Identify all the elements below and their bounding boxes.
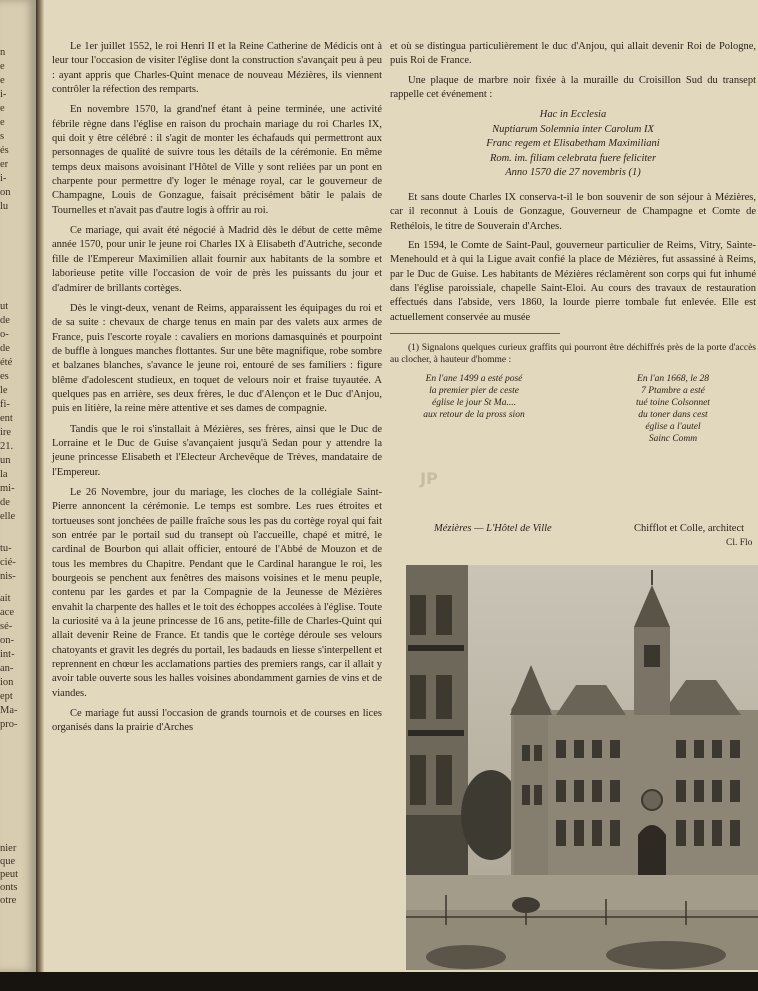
previous-page-fragment: ace — [0, 607, 14, 618]
paragraph-charles-ix: Et sans doute Charles IX conserva-t-il le bon souvenir de son séjour à Mézières, car il reconnut à Louis de Gonzague, Gouverneur de Champagne et Comte de Rethélois, le titre de Souverain d'Arches. — [390, 191, 756, 232]
graffiti-line: église le jour St Ma.... — [432, 397, 516, 408]
graffiti-line: En l'an 1668, le 28 — [637, 373, 709, 384]
previous-page-fragment: pro- — [0, 719, 18, 730]
previous-page-fragment: és — [0, 145, 9, 156]
previous-page-fragment: Ma- — [0, 705, 18, 716]
inscription-line: Anno 1570 die 27 novembris (1) — [505, 167, 641, 179]
previous-page-fragment: le — [0, 385, 8, 396]
latin-inscription — [390, 108, 756, 181]
previous-page-fragment: an- — [0, 663, 14, 674]
previous-page-fragment: lu — [0, 201, 9, 212]
paragraph-26-novembre: Le 26 Novembre, jour du mariage, les cloches de la collégiale Saint-Pierre annoncent la cérémonie. Le temps est sombre. Les rues étroites et tortueuses sont jonchées de paille fraîche sous les pas du cortège royal qui fait son entrée par le portail sud du transept où l'accueille, chapé et mitré, le cardinal de Bourbon qui allait officier, entouré de l'Abbé de Mouzon et de tous les membres du Chapitre. Pendant que le Cardinal harangue le roi, les bourgeois se penchent aux fenêtres des maisons voisines et le menu peuple, contenu par les gardes et par la Compagnie de la Jeunesse de Mézières envahit la charpente des halles et le toit des échoppes accolées à l'église. Toute la curiosité va à la jeune princesse de 16 ans, petite-fille de Charles-Quint qui allait devenir Reine de France. Et tandis que le cortège déroule ses velours chatoyants et gravit les degrés du portail, les badauds en liesse s'interpellent et reprennent en chœur les acclamations parties des premiers rangs, car il allait y avoir table ouverte sous les halles voisines abondamment garnies de vins et de viandes. — [52, 486, 382, 699]
previous-page-fragment: ire — [0, 427, 12, 438]
previous-page-fragment: s — [0, 131, 5, 142]
book-gutter — [36, 0, 44, 975]
previous-page-fragment: de — [0, 343, 10, 354]
graffiti-1668 — [608, 373, 738, 445]
caption-title: Mézières — L'Hôtel de Ville — [434, 523, 552, 534]
previous-page-fragment: peut — [0, 869, 19, 880]
previous-page-fragment: er — [0, 159, 9, 170]
previous-page-fragment: i- — [0, 89, 7, 100]
paragraph-freres: Tandis que le roi s'installait à Mézières, ses frères, ainsi que le Duc de Lorraine et le Duc de Guise s'avançaient jusqu'à Sedan pour y attendre la jeune princesse Elisabeth et l'Electeur Archevêque de Trèves, mandataire de l'Empereur. — [52, 423, 382, 478]
paragraph-1594: En 1594, le Comte de Saint-Paul, gouverneur particulier de Reims, Vitry, Sainte-Menehould et à qui la Ligue avait confié la place de Mézières, fut assassiné à Reims, par le Duc de Guise. Les habitants de Mézières réclamèrent son corps qui fut inhumé dans l'église paroissiale, chapelle Saint-Eloi. Au cours des travaux de restauration effectués dans l'abside, vers 1860, la lourde pierre tombale fut enlevée. Elle est actuellement conservée au musée — [390, 239, 756, 323]
hotel-de-ville-photo — [406, 565, 758, 970]
previous-page-fragment: de — [0, 315, 10, 326]
bottom-shadow — [0, 972, 758, 991]
previous-page-fragment: ept — [0, 691, 13, 702]
graffiti-line: tué toine Colsonnet — [636, 397, 710, 408]
previous-page-fragment: es — [0, 371, 9, 382]
previous-page-fragment: 21. — [0, 441, 14, 452]
previous-page-fragment: o- — [0, 329, 9, 340]
previous-page-fragment: ion — [0, 677, 14, 688]
previous-page-fragment: mi- — [0, 483, 15, 494]
previous-page-fragment: que — [0, 856, 16, 867]
previous-page-fragment: otre — [0, 895, 17, 906]
previous-page-fragment: la — [0, 469, 8, 480]
graffiti-line: Sainc Comm — [648, 433, 698, 444]
previous-page-fragment: nier — [0, 843, 17, 854]
graffiti-line: église a l'autel — [645, 421, 701, 432]
paragraph-mariage: Ce mariage, qui avait été négocié à Madrid dès le début de cette même année 1570, pour unir le jeune roi Charles IX à Elisabeth d'Autriche, seconde fille de l'Empereur Maximilien allait fournir aux habitants de la sombre et laborieuse petite ville l'occasion de voir de près les puissants du jour et d'admirer de brillants cortèges. — [52, 225, 382, 294]
caption-architects: Chifflot et Colle, architect — [634, 523, 745, 534]
graffiti-transcriptions — [390, 373, 756, 445]
previous-page-fragment: cié- — [0, 557, 16, 568]
previous-page-fragment: onts — [0, 882, 18, 893]
inscription-line: Hac in Ecclesia — [539, 109, 607, 121]
graffiti-line: aux retour de la pross sion — [423, 409, 525, 420]
paragraph-anjou: et où se distingua particulièrement le duc d'Anjou, qui allait devenir Roi de Pologne, puis Roi de France. — [390, 41, 756, 67]
previous-page-fragment: n — [0, 47, 6, 58]
previous-page-fragment: de — [0, 497, 10, 508]
previous-page-fragment: fi- — [0, 399, 10, 410]
previous-page-fragment: e — [0, 103, 5, 114]
previous-page-fragment: e — [0, 117, 5, 128]
previous-page-fragment: i- — [0, 173, 7, 184]
paragraph-novembre-1570: En novembre 1570, la grand'nef étant à peine terminée, une activité fébrile règne dans l'église en raison du prochain mariage du roi Charles IX, qui doit y être célébré : il s'agit de monter les échafauds qui permettront aux personnages de qualité de suivre tous les détails de la cérémonie. En même temps deux maisons avoisinant l'Hôtel de Ville y sont reliées par un pont en charpente pour permettre d'y loger le ménage royal, car le gouverneur de Champagne, Louis de Gonzague, faisait précisément bâtir le palais de Tournelles et n'avait pas d'autre logis à offrir au roi. — [52, 104, 382, 216]
previous-page-fragment: ent — [0, 413, 13, 424]
previous-page-fragment: e — [0, 61, 5, 72]
paragraph-tournois: Ce mariage fut aussi l'occasion de grands tournois et de courses en lices organisés dans la prairie d'Arches — [52, 708, 382, 734]
watermark: JP — [420, 469, 438, 488]
previous-page-fragment: on — [0, 187, 11, 198]
inscription-line: Nuptiarum Solemnia inter Carolum IX — [492, 123, 654, 135]
paragraph-plaque: Une plaque de marbre noir fixée à la muraille du Croisillon Sud du transept rappelle cet événement : — [390, 74, 756, 101]
footnote-rule — [390, 333, 560, 334]
hotel-de-ville-image — [406, 565, 758, 970]
previous-page-edge — [0, 0, 36, 972]
page — [44, 0, 758, 972]
previous-page-fragment: ut — [0, 301, 9, 312]
graffiti-line: la premier pier de ceste — [429, 385, 519, 396]
previous-page-fragment: on- — [0, 635, 14, 646]
paragraph-cortege: Dès le vingt-deux, venant de Reims, apparaissent les équipages du roi et de sa suite : chevaux de charge tenus en main par des valets aux armes de France, puis l'escorte royale : cavaliers en morions damasquinés et pourpoint de buffle à longues manches flottantes. Sur une bête magnifique, robe sombre et balzanes blanches, s'avance le jeune roi, entouré de ses familiers : figure blême d'adolescent studieux, en toquet de velours noir et fraise tuyautée. A quelques pas en arrière, ses deux frères, le duc d'Alençon et le Duc d'Anjou, puis en litière, la reine mère attentive et ses dames de compagnie. — [52, 302, 382, 415]
previous-page-fragment: tu- — [0, 543, 12, 554]
graffiti-line: En l'ane 1499 a esté posé — [425, 373, 523, 384]
previous-page-fragment: nis- — [0, 571, 16, 582]
left-column — [52, 40, 382, 742]
previous-page-fragment: int- — [0, 649, 15, 660]
inscription-line: Franc regem et Elisabetham Maximiliani — [486, 138, 660, 150]
photo-credit: Cl. Flo — [726, 538, 753, 548]
footnote: (1) Signalons quelques curieux graffits qui pourront être déchiffrés près de la porte d'accès au clocher, à hauteur d'homme : — [390, 342, 756, 366]
previous-page-fragment: sé- — [0, 621, 13, 632]
previous-page-fragment: ait — [0, 593, 11, 604]
previous-page-fragment: un — [0, 455, 11, 466]
right-column — [390, 40, 756, 445]
graffiti-line: 7 Ptambre a esté — [641, 385, 705, 396]
previous-page-fragment: elle — [0, 511, 16, 522]
graffiti-1499 — [394, 373, 554, 445]
inscription-line: Rom. im. filiam celebrata fuere feliciter — [489, 152, 657, 164]
paragraph-1552: Le 1er juillet 1552, le roi Henri II et la Reine Catherine de Médicis ont à leur tour l'occasion de visiter l'église dont la construction s'avançait peu à peu : ayant appris que Charles-Quint menace de nouveau Mézières, ils viennent contrôler la réfection des remparts. — [52, 41, 382, 96]
graffiti-line: du toner dans cest — [638, 409, 708, 420]
previous-page-fragment: été — [0, 357, 13, 368]
previous-page-fragment: e — [0, 75, 5, 86]
